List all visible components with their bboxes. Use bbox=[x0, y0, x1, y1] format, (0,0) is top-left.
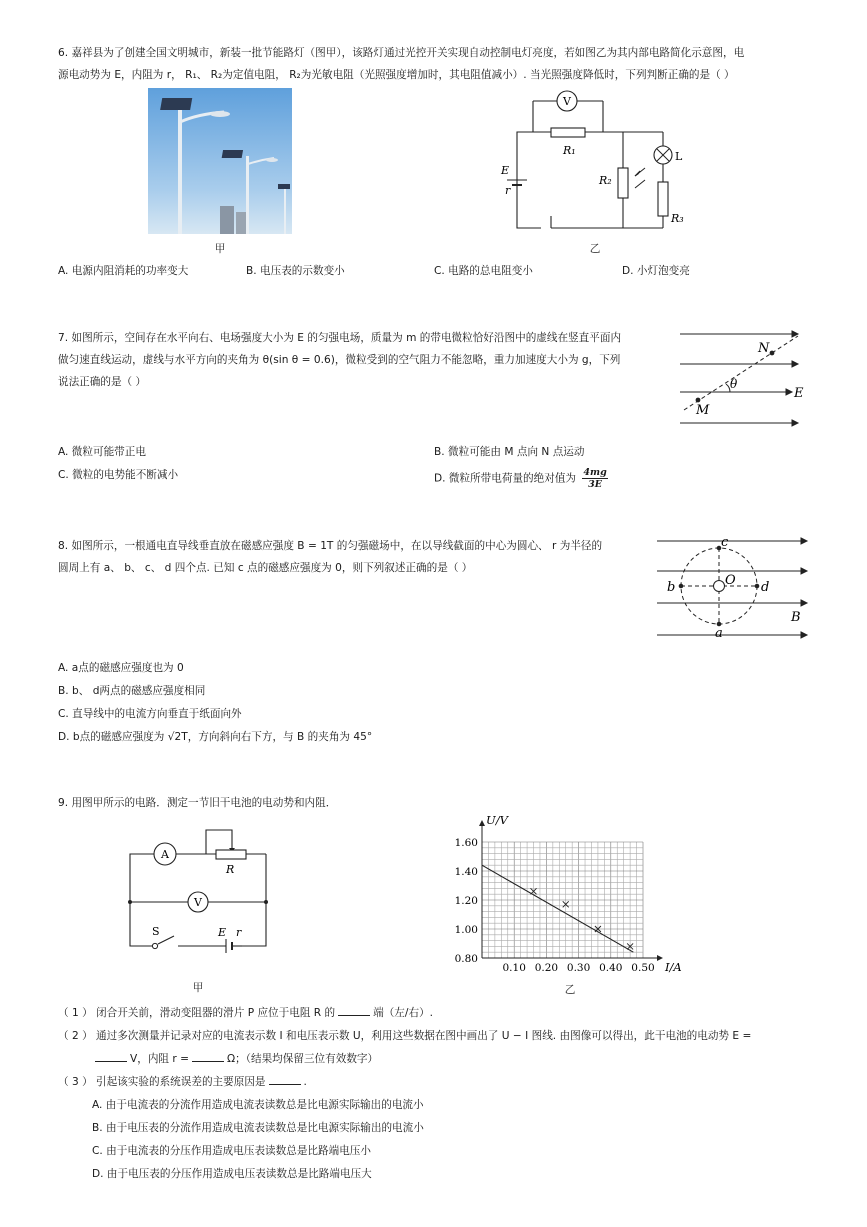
q7-stem-line2: 做匀速直线运动，虚线与水平方向的夹角为 θ(sin θ = 0.6)，微粒受到的空气阻力不能忽略，重力加速度大小为 g，下列 bbox=[58, 354, 621, 366]
center-o-label: O bbox=[725, 573, 736, 588]
q9-sub3-text: （ 3 ） 引起该实验的系统误差的主要原因是 bbox=[58, 1076, 266, 1088]
q8-option-b[interactable]: B. b、 d两点的磁感应强度相同 bbox=[58, 685, 206, 697]
internal-r-label: r bbox=[505, 184, 511, 197]
r2-label: R₂ bbox=[599, 174, 612, 187]
q6-fig-a-caption: 甲 bbox=[214, 243, 226, 255]
q6-option-c[interactable]: C. 电路的总电阻变小 bbox=[434, 265, 533, 277]
q7-field-diagram bbox=[676, 322, 816, 432]
q8-option-d[interactable]: D. b点的磁感应强度为 √2T，方向斜向右下方，与 B 的夹角为 45° bbox=[58, 731, 373, 743]
x-tick-label: 0.40 bbox=[599, 962, 623, 974]
q6-circuit-diagram bbox=[495, 88, 695, 234]
q7-fraction-den: 3E bbox=[588, 479, 602, 490]
q7-fraction-num: 4mg bbox=[583, 467, 607, 478]
point-n-label: N bbox=[758, 341, 770, 356]
q7-stem-line1: 7. 如图所示，空间存在水平向右、电场强度大小为 E 的匀强电场，质量为 m 的带电微粒恰好沿图中的虚线在竖直平面内 bbox=[58, 332, 622, 344]
q7-fraction bbox=[582, 467, 607, 490]
streetlight-photo bbox=[148, 88, 292, 234]
q7-option-d[interactable] bbox=[434, 467, 608, 490]
x-tick-label: 0.50 bbox=[631, 962, 655, 974]
voltmeter-label-q9: V bbox=[194, 896, 202, 909]
q9-sub2-text-b: V，内阻 r = bbox=[130, 1053, 189, 1065]
q7-option-c[interactable]: C. 微粒的电势能不断减小 bbox=[58, 469, 179, 481]
q9-sub1-text-b: 端（左/右）. bbox=[373, 1007, 434, 1019]
q7-option-b[interactable]: B. 微粒可能由 M 点向 N 点运动 bbox=[434, 446, 585, 458]
q9-option-b[interactable]: B. 由于电压表的分流作用造成电流表读数总是比电源实际输出的电流小 bbox=[92, 1122, 424, 1134]
y-tick-label: 1.40 bbox=[454, 866, 478, 878]
point-a-label: a bbox=[715, 626, 723, 641]
r3-label: R₃ bbox=[671, 212, 684, 225]
q8-option-a[interactable]: A. a点的磁感应强度也为 0 bbox=[58, 662, 184, 674]
point-d-label: d bbox=[761, 580, 770, 595]
q8-stem-line1: 8. 如图所示，一根通电直导线垂直放在磁感应强度 B = 1T 的匀强磁场中，在以导线截面的中心为圆心、 r 为半径的 bbox=[58, 540, 603, 552]
x-axis-label: I/A bbox=[665, 960, 682, 974]
y-tick-label: 0.80 bbox=[454, 953, 478, 965]
q6-option-b[interactable]: B. 电压表的示数变小 bbox=[246, 265, 345, 277]
point-m-label: M bbox=[696, 403, 710, 418]
q6-option-d[interactable]: D. 小灯泡变亮 bbox=[622, 265, 690, 277]
y-tick-label: 1.20 bbox=[454, 895, 478, 907]
x-tick-label: 0.30 bbox=[566, 962, 591, 974]
q9-sub2-line2 bbox=[92, 1051, 378, 1066]
y-axis-arrow bbox=[479, 820, 485, 826]
x-tick-label: 0.10 bbox=[502, 962, 526, 974]
q9-stem: 9. 用图甲所示的电路．测定一节旧干电池的电动势和内阻． bbox=[58, 797, 337, 809]
q6-option-a[interactable]: A. 电源内阻消耗的功率变大 bbox=[58, 265, 189, 277]
internal-r-label-q9: r bbox=[236, 926, 242, 939]
q9-sub1-blank[interactable] bbox=[338, 1005, 370, 1016]
field-e-label: E bbox=[794, 386, 804, 401]
emf-label-q9: E bbox=[218, 926, 227, 939]
q9-sub3: （ 3 ） 引起该实验的系统误差的主要原因是 . bbox=[58, 1076, 307, 1088]
x-tick-label: 0.20 bbox=[534, 962, 559, 974]
q9-option-a[interactable]: A. 由于电流表的分流作用造成电流表读数总是比电源实际输出的电流小 bbox=[92, 1099, 424, 1111]
q7-stem-line3: 说法正确的是（ ） bbox=[58, 376, 147, 388]
rheostat-label: R bbox=[226, 863, 235, 876]
q9-fig-b-caption: 乙 bbox=[564, 984, 576, 996]
q9-sub3-blank[interactable] bbox=[269, 1074, 301, 1085]
q9-emf-blank[interactable] bbox=[95, 1051, 127, 1062]
q9-option-d[interactable]: D. 由于电压表的分压作用造成电压表读数总是比路端电压大 bbox=[92, 1168, 372, 1180]
q9-sub2-line1: （ 2 ） 通过多次测量并记录对应的电流表示数 I 和电压表示数 U，利用这些数据在图中画出了 U − I 图线. 由图像可以得出，此干电池的电动势 E = bbox=[58, 1030, 752, 1042]
switch-label: S bbox=[152, 925, 160, 938]
r1-label: R₁ bbox=[563, 144, 576, 157]
q7-option-d-text: D. 微粒所带电荷量的绝对值为 bbox=[434, 472, 577, 485]
y-tick-label: 1.00 bbox=[454, 924, 478, 936]
q6-stem-line1: 6. 嘉祥县为了创建全国文明城市，新装一批节能路灯（图甲），该路灯通过光控开关实现自动控制电灯亮度，若如图乙为其内部电路简化示意图，电 bbox=[58, 47, 745, 59]
q9-sub1 bbox=[58, 1005, 433, 1020]
q9-sub2-text-c: Ω；（结果均保留三位有效数字） bbox=[227, 1053, 379, 1065]
theta-label: θ bbox=[730, 377, 738, 391]
q9-sub1-text-a: （ 1 ） 闭合开关前，滑动变阻器的滑片 P 应位于电阻 R 的 bbox=[58, 1007, 336, 1019]
lamp-label: L bbox=[675, 150, 683, 163]
ui-chart bbox=[440, 812, 700, 980]
q7-option-a[interactable]: A. 微粒可能带正电 bbox=[58, 446, 146, 458]
x-axis-arrow bbox=[657, 955, 663, 961]
q8-stem-line2: 圆周上有 a、 b、 c、 d 四个点. 已知 c 点的磁感应强度为 0，则下列叙述正确的是（ ） bbox=[58, 562, 473, 574]
point-b-label: b bbox=[667, 580, 676, 595]
y-tick-label: 1.60 bbox=[454, 837, 478, 849]
voltmeter-label: V bbox=[563, 95, 571, 108]
q6-stem-line2: 源电动势为 E，内阻为 r， R₁、 R₂为定值电阻， R₂为光敏电阻（光照强度增加时，其电阻值减小）. 当光照强度降低时，下列判断正确的是（ ） bbox=[58, 69, 735, 81]
q9-fig-a-caption: 甲 bbox=[192, 982, 204, 994]
q9-option-c[interactable]: C. 由于电流表的分压作用造成电压表读数总是比路端电压小 bbox=[92, 1145, 371, 1157]
y-axis-label: U/V bbox=[486, 813, 508, 827]
q8-magnetic-field-diagram bbox=[655, 533, 815, 643]
point-c-label: c bbox=[721, 535, 729, 550]
q8-option-c[interactable]: C. 直导线中的电流方向垂直于纸面向外 bbox=[58, 708, 242, 720]
ammeter-label: A bbox=[161, 848, 169, 861]
q9-circuit-diagram bbox=[122, 822, 277, 962]
field-b-label: B bbox=[791, 610, 801, 625]
q9-r-blank[interactable] bbox=[192, 1051, 224, 1062]
emf-label: E bbox=[501, 164, 510, 177]
q6-fig-b-caption: 乙 bbox=[589, 243, 601, 255]
